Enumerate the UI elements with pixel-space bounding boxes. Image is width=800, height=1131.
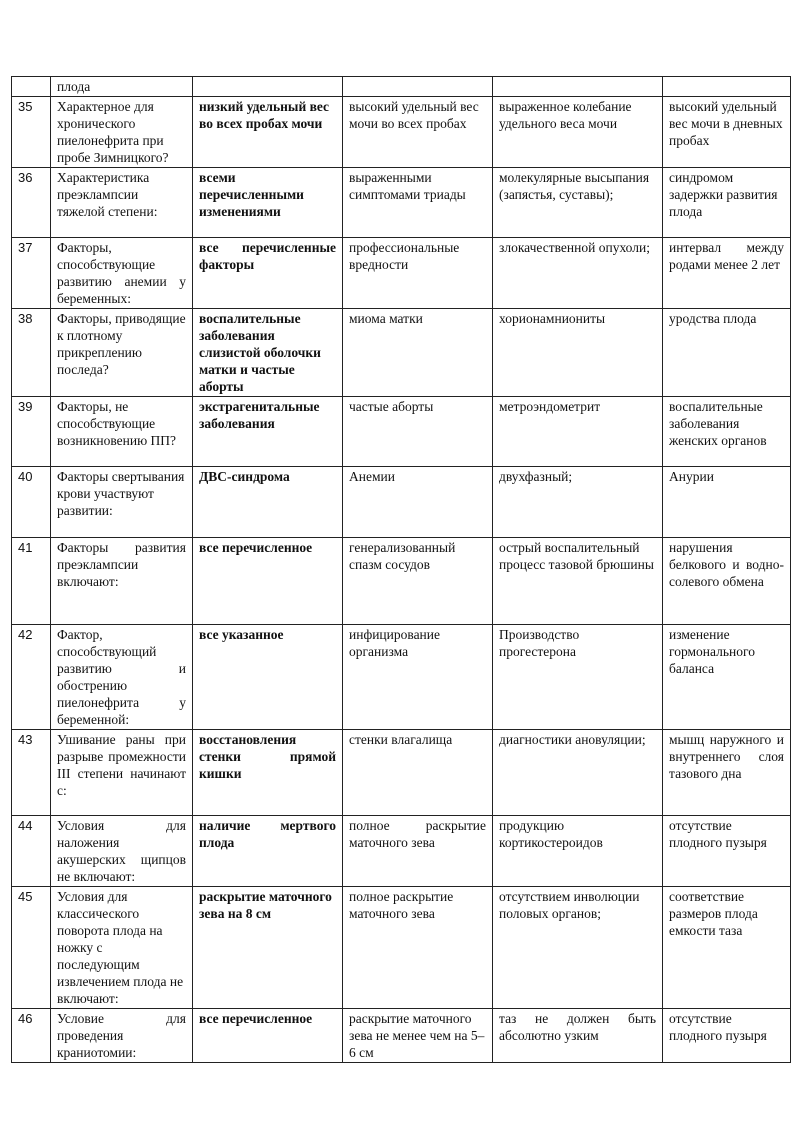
option-3: Анурии (663, 467, 791, 538)
question-text: Факторы, приводящие к плотному прикреплению последа? (51, 309, 193, 397)
row-number: 42 (12, 625, 51, 730)
correct-answer: ДВС-синдрома (193, 467, 343, 538)
option-3: соответствие размеров плода емкости таза (663, 887, 791, 1009)
question-text: Характеристика преэклампсии тяжелой степени: (51, 168, 193, 238)
correct-answer: все перечисленное (193, 538, 343, 625)
question-text: Ушивание раны при разрыве промежности III степени начинают с: (51, 730, 193, 816)
option-2: выраженное колебание удельного веса мочи (493, 97, 663, 168)
row-number: 40 (12, 467, 51, 538)
row-number: 36 (12, 168, 51, 238)
table-row (12, 1009, 791, 1063)
row-number: 39 (12, 397, 51, 467)
option-1: частые аборты (343, 397, 493, 467)
option-1: полное раскрытие маточного зева (343, 816, 493, 887)
row-number: 43 (12, 730, 51, 816)
option-3: воспалительные заболевания женских органов (663, 397, 791, 467)
question-text: Фактор, способствующий развитию и обострению пиелонефрита у беременной: (51, 625, 193, 730)
option-1: Анемии (343, 467, 493, 538)
row-number: 44 (12, 816, 51, 887)
option-1: стенки влагалища (343, 730, 493, 816)
table-row (12, 397, 791, 467)
question-text: Характерное для хронического пиелонефрита при пробе Зимницкого? (51, 97, 193, 168)
option-3: интервал между родами менее 2 лет (663, 238, 791, 309)
option-2: отсутствием инволюции половых органов; (493, 887, 663, 1009)
question-text: плода (57, 79, 91, 94)
table-row (12, 238, 791, 309)
option-2: продукцию кортикостероидов (493, 816, 663, 887)
option-cell (663, 77, 791, 97)
question-text: Условия для наложения акушерских щипцов не включают: (51, 816, 193, 887)
option-1: полное раскрытие маточного зева (343, 887, 493, 1009)
option-3: высокий удельный вес мочи в дневных пробах (663, 97, 791, 168)
option-2: диагностики ановуляции; (493, 730, 663, 816)
option-3: уродства плода (663, 309, 791, 397)
correct-answer: все перечисленные факторы (193, 238, 343, 309)
table-row (12, 168, 791, 238)
table-row (12, 97, 791, 168)
question-text: Условие для проведения краниотомии: (51, 1009, 193, 1063)
question-cell (51, 77, 193, 97)
row-number: 35 (12, 97, 51, 168)
option-3: отсутствие плодного пузыря (663, 816, 791, 887)
correct-answer: воспалительные заболевания слизистой оболочки матки и частые аборты (193, 309, 343, 397)
table-row-continuation (12, 77, 791, 97)
correct-answer: низкий удельный вес во всех пробах мочи (193, 97, 343, 168)
row-number: 46 (12, 1009, 51, 1063)
option-1: инфицирование организма (343, 625, 493, 730)
option-cell (493, 77, 663, 97)
table-row (12, 730, 791, 816)
row-number: 45 (12, 887, 51, 1009)
correct-answer: раскрытие маточного зева на 8 см (193, 887, 343, 1009)
option-3: синдромом задержки развития плода (663, 168, 791, 238)
correct-answer: всеми перечисленными изменениями (193, 168, 343, 238)
num-cell (12, 77, 51, 97)
row-number: 37 (12, 238, 51, 309)
option-3: нарушения белкового и водно-солевого обмена (663, 538, 791, 625)
option-1: миома матки (343, 309, 493, 397)
option-1: профессиональные вредности (343, 238, 493, 309)
correct-answer: экстрагенитальные заболевания (193, 397, 343, 467)
table-row (12, 467, 791, 538)
option-cell (343, 77, 493, 97)
correct-answer: восстановления стенки прямой кишки (193, 730, 343, 816)
question-text: Условия для классического поворота плода на ножку с последующим извлечением плода не включают: (51, 887, 193, 1009)
option-2: метроэндометрит (493, 397, 663, 467)
question-text: Факторы, способствующие развитию анемии у беременных: (51, 238, 193, 309)
question-text: Факторы свертывания крови участвуют развитии: (51, 467, 193, 538)
option-2: таз не должен быть абсолютно узким (493, 1009, 663, 1063)
option-3: мышц наружного и внутреннего слоя тазового дна (663, 730, 791, 816)
table-row (12, 625, 791, 730)
row-number: 38 (12, 309, 51, 397)
table-row (12, 887, 791, 1009)
option-2: злокачественной опухоли; (493, 238, 663, 309)
option-3: изменение гормонального баланса (663, 625, 791, 730)
correct-answer: наличие мертвого плода (193, 816, 343, 887)
option-3: отсутствие плодного пузыря (663, 1009, 791, 1063)
option-1: выраженными симптомами триады (343, 168, 493, 238)
option-2: Производство прогестерона (493, 625, 663, 730)
correct-answer: все перечисленное (193, 1009, 343, 1063)
option-1: раскрытие маточного зева не менее чем на 5–6 см (343, 1009, 493, 1063)
table-row (12, 309, 791, 397)
question-text: Факторы развития преэклампсии включают: (51, 538, 193, 625)
question-text: Факторы, не способствующие возникновению ПП? (51, 397, 193, 467)
table-row (12, 538, 791, 625)
questions-table (11, 76, 791, 1063)
correct-answer-cell (193, 77, 343, 97)
table-row (12, 816, 791, 887)
option-2: двухфазный; (493, 467, 663, 538)
option-2: молекулярные высыпания (запястья, суставы); (493, 168, 663, 238)
correct-answer: все указанное (193, 625, 343, 730)
option-2: острый воспалительный процесс тазовой брюшины (493, 538, 663, 625)
option-1: генерализованный спазм сосудов (343, 538, 493, 625)
row-number: 41 (12, 538, 51, 625)
option-1: высокий удельный вес мочи во всех пробах (343, 97, 493, 168)
option-2: хорионамниониты (493, 309, 663, 397)
